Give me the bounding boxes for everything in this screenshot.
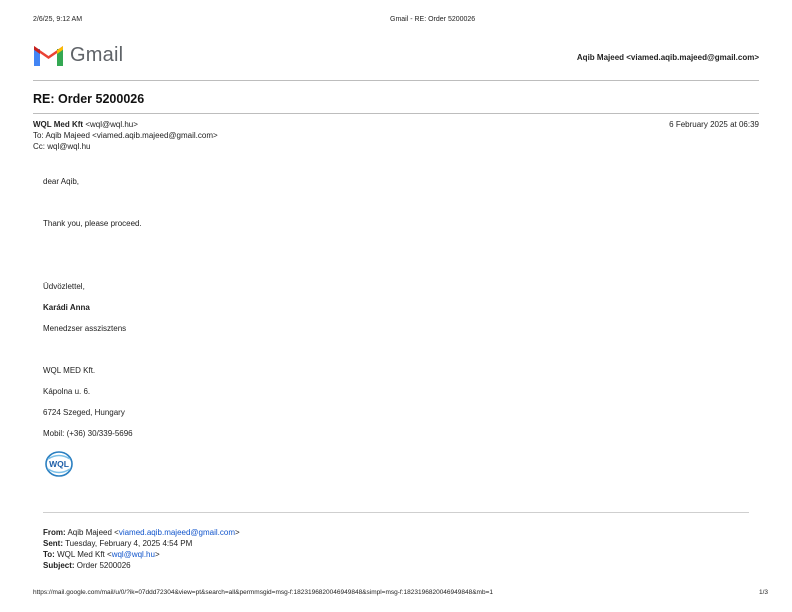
quoted-to-name: WQL Med Kft < [54,550,112,559]
quoted-from-label: From: [43,528,66,537]
company-city: 6724 Szeged, Hungary [43,408,125,417]
email-subject: RE: Order 5200026 [33,92,145,106]
closing: Üdvözlettel, [43,282,85,291]
quoted-to-label: To: [43,550,55,559]
gmail-logo[interactable] [33,43,123,67]
cc-line: Cc: wql@wql.hu [33,142,91,151]
quoted-subject-value: Order 5200026 [74,561,131,570]
subject-divider [33,113,759,114]
greeting: dear Aqib, [43,177,80,186]
quoted-subject-label: Subject: [43,561,75,570]
quoted-to-email-link[interactable]: wql@wql.hu [111,550,155,559]
quoted-from-tail: > [235,528,240,537]
quoted-sent [43,539,192,550]
wql-logo-icon [43,450,75,478]
recipient-line: To: Aqib Majeed <viamed.aqib.majeed@gmail.com> [33,131,218,140]
signature-title: Menedzser asszisztens [43,324,127,333]
quoted-to [43,550,160,561]
company-logo [43,450,75,483]
quoted-to-tail: > [154,550,160,559]
company-mobile: Mobil: (+36) 30/339-5696 [43,429,133,438]
header-divider [33,80,759,81]
quoted-from [43,528,240,539]
page-number: 1/3 [758,589,768,596]
account-label: Aqib Majeed <viamed.aqib.majeed@gmail.com> [576,53,759,62]
quote-divider [43,512,749,513]
print-title: Gmail - RE: Order 5200026 [390,16,476,23]
quoted-sent-value: Tuesday, February 4, 2025 4:54 PM [63,539,193,548]
company-name: WQL MED Kft. [43,366,96,375]
sender-email: <wql@wql.hu> [85,120,138,129]
gmail-wordmark: Gmail [70,43,124,66]
gmail-m-icon [33,43,64,67]
quoted-from-email-link[interactable]: viamed.aqib.majeed@gmail.com [118,528,235,537]
quoted-subject [43,561,131,572]
print-datetime: 2/6/25, 9:12 AM [33,16,83,23]
company-street: Kápolna u. 6. [43,387,91,396]
signature-name: Karádi Anna [43,303,90,312]
sender-name: WQL Med Kft [33,120,84,129]
quoted-sent-label: Sent: [43,539,63,548]
body-text: Thank you, please proceed. [43,219,142,228]
quoted-from-name: Aqib Majeed < [65,528,119,537]
sender-line [33,120,138,131]
svg-text:WQL: WQL [49,459,69,469]
message-date: 6 February 2025 at 06:39 [669,120,759,129]
print-url: https://mail.google.com/mail/u/0/?ik=07ddd72304&view=pt&search=all&permmsgid=msg-f:1823196820046949848&simpl=msg-f:1823196820046949848&mb=1 [33,589,493,596]
